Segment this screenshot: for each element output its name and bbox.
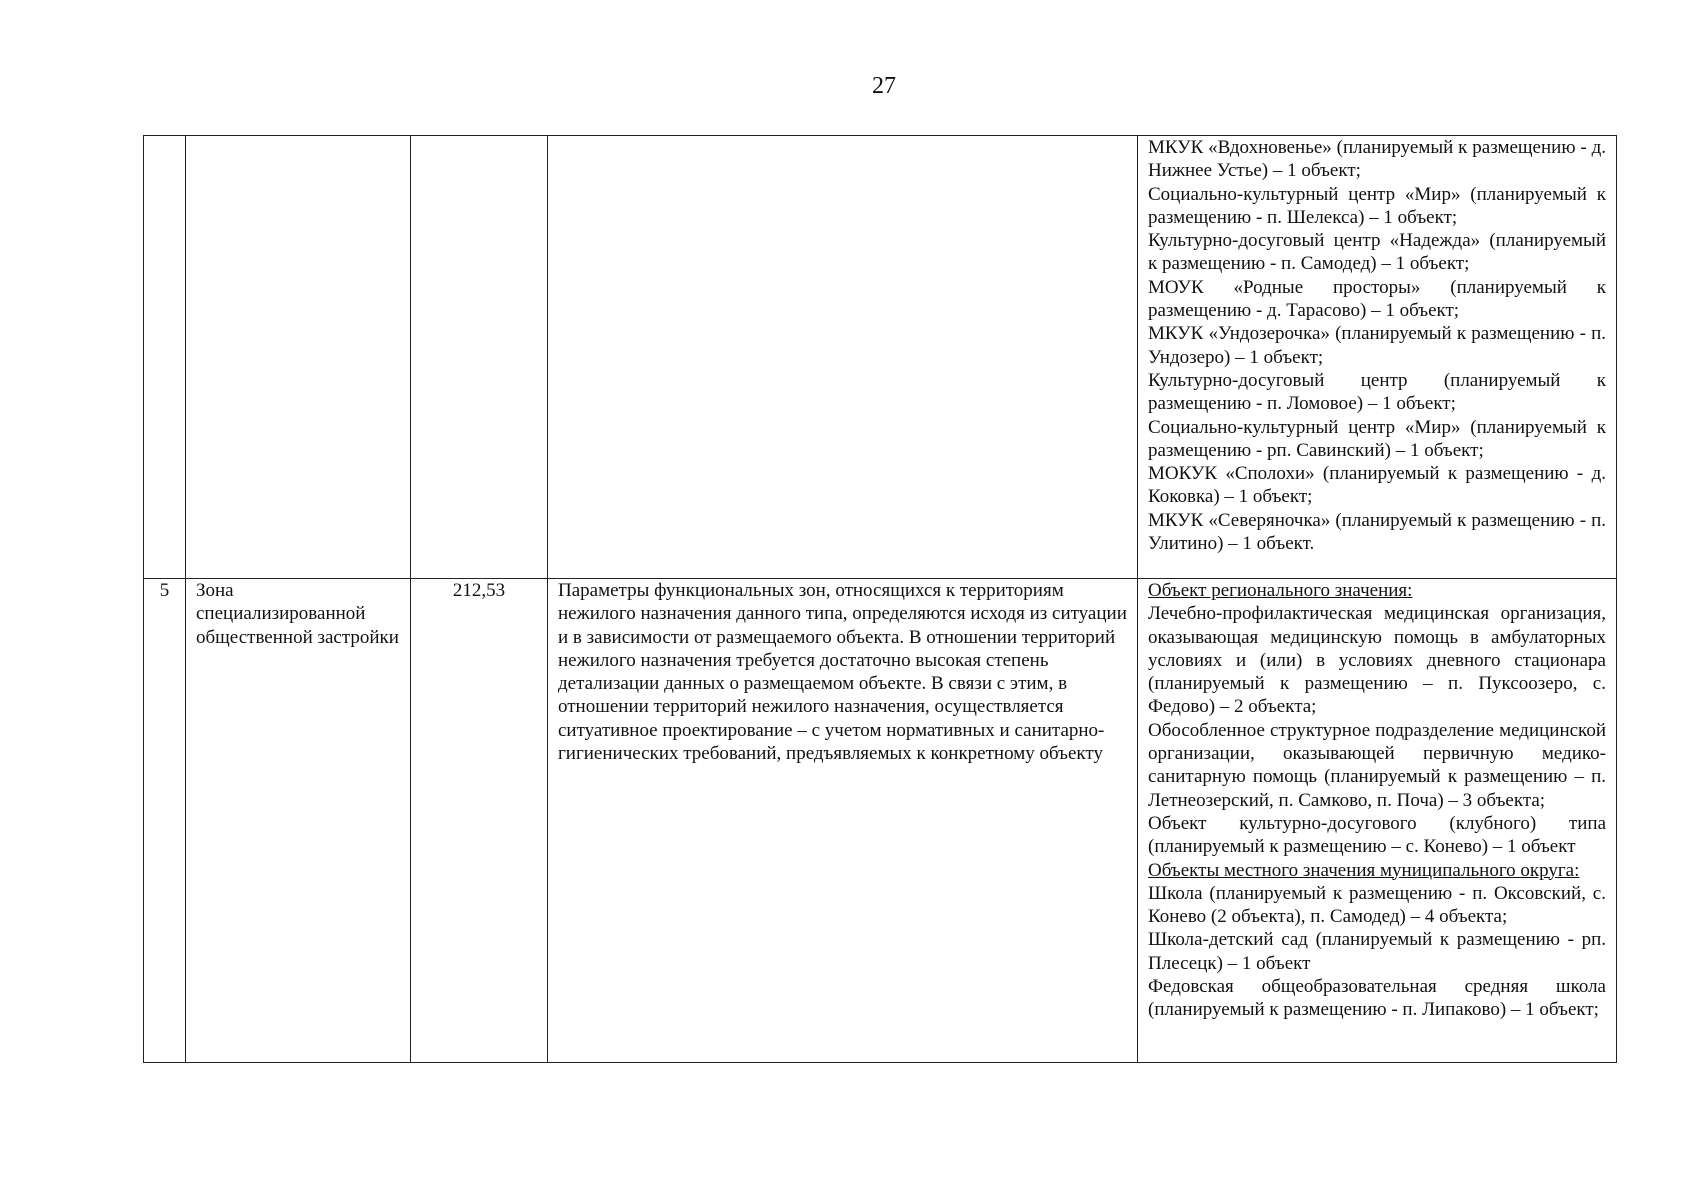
object-entry: Социально-культурный центр «Мир» (планируемый к размещению - рп. Савинский) – 1 объект; — [1148, 416, 1606, 461]
object-entry: Объект культурно-досугового (клубного) типа (планируемый к размещению – с. Конево) – 1 объект — [1148, 812, 1606, 858]
object-entry: МКУК «Северяночка» (планируемый к размещению - п. Улитино) – 1 объект. — [1148, 509, 1606, 555]
object-entry: МОКУК «Сполохи» (планируемый к размещению - д. Коковка) – 1 объект; — [1148, 463, 1606, 508]
page-number: 27 — [872, 73, 896, 99]
regional-objects-heading: Объект регионального значения: — [1148, 580, 1413, 601]
objects-cell — [1138, 136, 1617, 579]
area-cell — [411, 136, 548, 579]
object-entry: Школа (планируемый к размещению - п. Оксовский, с. Конево (2 объекта), п. Самодед) – 4 объекта; — [1148, 882, 1606, 928]
row-number-cell — [144, 136, 186, 579]
object-entry: Лечебно-профилактическая медицинская организация, оказывающая медицинскую помощь в амбулаторных условиях и (или) в условиях дневного стационара (планируемый к размещению – п. Пуксоозеро, с. Федово) – 2 объекта; — [1148, 603, 1606, 718]
object-entry: МКУК «Вдохновенье» (планируемый к размещению - д. Нижнее Устье) – 1 объект; — [1148, 137, 1606, 182]
params-cell: Параметры функциональных зон, относящихся к территориям нежилого назначения данного типа, определяются исходя из ситуации и в зависимости от размещаемого объекта. В отношении территорий нежилого назначения требуется достаточно высокая степень детализации данных о размещаемом объекте. В связи с этим, в отношении территорий нежилого назначения, осуществляется ситуативное проектирование – с учетом нормативных и санитарно-гигиенических требований, предъявляемых к конкретному объекту — [548, 579, 1138, 1063]
objects-cell — [1138, 579, 1617, 1063]
zone-name-cell — [186, 136, 411, 579]
zone-name-cell: Зона специализированной общественной застройки — [186, 579, 411, 1063]
zones-table — [143, 135, 1617, 1063]
object-entry: Школа-детский сад (планируемый к размещению - рп. Плесецк) – 1 объект — [1148, 929, 1606, 974]
object-entry: Культурно-досуговый центр (планируемый к размещению - п. Ломовое) – 1 объект; — [1148, 369, 1606, 415]
table-row — [144, 579, 1617, 1063]
local-objects-heading: Объекты местного значения муниципального округа: — [1148, 859, 1580, 881]
table-row — [144, 136, 1617, 579]
row-number-cell: 5 — [144, 579, 186, 1063]
object-entry: Культурно-досуговый центр «Надежда» (планируемый к размещению - п. Самодед) – 1 объект; — [1148, 230, 1606, 275]
object-entry: Социально-культурный центр «Мир» (планируемый к размещению - п. Шелекса) – 1 объект; — [1148, 183, 1606, 228]
object-entry: МКУК «Ундозерочка» (планируемый к размещению - п. Ундозеро) – 1 объект; — [1148, 323, 1606, 368]
object-entry: Обособленное структурное подразделение медицинской организации, оказывающей первичную медико-санитарную помощь (планируемый к размещению – п. Летнеозерский, п. Самково, п. Поча) – 3 объекта; — [1148, 719, 1606, 811]
area-cell: 212,53 — [411, 579, 548, 1063]
object-entry: МОУК «Родные просторы» (планируемый к размещению - д. Тарасово) – 1 объект; — [1148, 276, 1606, 322]
object-entry: Федовская общеобразовательная средняя школа (планируемый к размещению - п. Липаково) – 1 объект; — [1148, 976, 1606, 1021]
params-cell — [548, 136, 1138, 579]
